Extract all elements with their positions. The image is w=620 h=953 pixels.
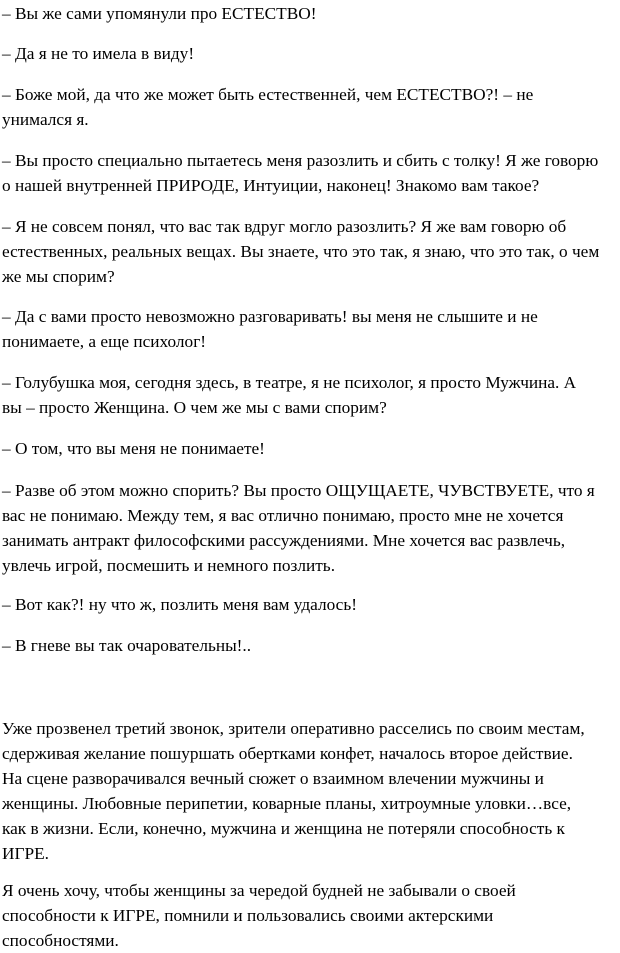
- text-line: На сцене разворачивался вечный сюжет о взаимном влечении мужчины и: [2, 769, 544, 788]
- text-line: способностями.: [2, 931, 119, 950]
- text-line: – Вот как?! ну что ж, позлить меня вам удалось!: [2, 595, 357, 614]
- text-line: – Боже мой, да что же может быть естественней, чем ЕСТЕСТВО?! – не: [2, 85, 534, 104]
- paragraph-1: [2, 1, 618, 26]
- paragraph-5: [2, 214, 618, 289]
- text-line: – Вы же сами упомянули про ЕСТЕСТВО!: [2, 4, 317, 23]
- paragraph-8: [2, 436, 618, 461]
- text-line: Я очень хочу, чтобы женщины за чередой будней не забывали о своей: [2, 881, 516, 900]
- text-line: как в жизни. Если, конечно, мужчина и женщина не потеряли способность к: [2, 819, 565, 838]
- text-line: – Да я не то имела в виду!: [2, 44, 195, 63]
- text-line: естественных, реальных вещах. Вы знаете, что это так, я знаю, что это так, о чем: [2, 242, 600, 261]
- paragraph-10: [2, 592, 618, 617]
- text-line: унимался я.: [2, 110, 89, 129]
- paragraph-11: [2, 633, 618, 658]
- text-line: же мы спорим?: [2, 267, 115, 286]
- text-line: женщины. Любовные перипетии, коварные планы, хитроумные уловки…все,: [2, 794, 572, 813]
- paragraph-6: [2, 304, 618, 354]
- text-line: понимаете, а еще психолог!: [2, 332, 207, 351]
- text-line: – О том, что вы меня не понимаете!: [2, 439, 265, 458]
- text-line: вы – просто Женщина. О чем же мы с вами спорим?: [2, 398, 387, 417]
- text-line: – Голубушка моя, сегодня здесь, в театре, я не психолог, я просто Мужчина. А: [2, 373, 577, 392]
- text-line: ИГРЕ.: [2, 844, 49, 863]
- paragraph-2: [2, 41, 618, 66]
- text-line: – Вы просто специально пытаетесь меня разозлить и сбить с толку! Я же говорю: [2, 151, 599, 170]
- text-line: – Да с вами просто невозможно разговаривать! вы меня не слышите и не: [2, 307, 538, 326]
- text-line: способности к ИГРЕ, помнили и пользовались своими актерскими: [2, 906, 494, 925]
- text-line: занимать антракт философскими рассуждениями. Мне хочется вас развлечь,: [2, 531, 566, 550]
- text-line: Уже прозвенел третий звонок, зрители оперативно расселись по своим местам,: [2, 719, 585, 738]
- paragraph-7: [2, 370, 618, 420]
- text-line: – Я не совсем понял, что вас так вдруг могло разозлить? Я же вам говорю об: [2, 217, 567, 236]
- paragraph-4: [2, 148, 618, 198]
- text-line: – Разве об этом можно спорить? Вы просто ОЩУЩАЕТЕ, ЧУВСТВУЕТЕ, что я: [2, 481, 595, 500]
- paragraph-12: [2, 716, 618, 866]
- text-line: увлечь игрой, посмешить и немного позлить.: [2, 556, 336, 575]
- paragraph-9: [2, 478, 618, 578]
- paragraph-13: [2, 878, 618, 953]
- paragraph-3: [2, 82, 618, 132]
- text-line: – В гневе вы так очаровательны!..: [2, 636, 252, 655]
- text-line: о нашей внутренней ПРИРОДЕ, Интуиции, наконец! Знакомо вам такое?: [2, 176, 540, 195]
- text-line: вас не понимаю. Между тем, я вас отлично понимаю, просто мне не хочется: [2, 506, 564, 525]
- text-line: сдерживая желание пошуршать обертками конфет, началось второе действие.: [2, 744, 573, 763]
